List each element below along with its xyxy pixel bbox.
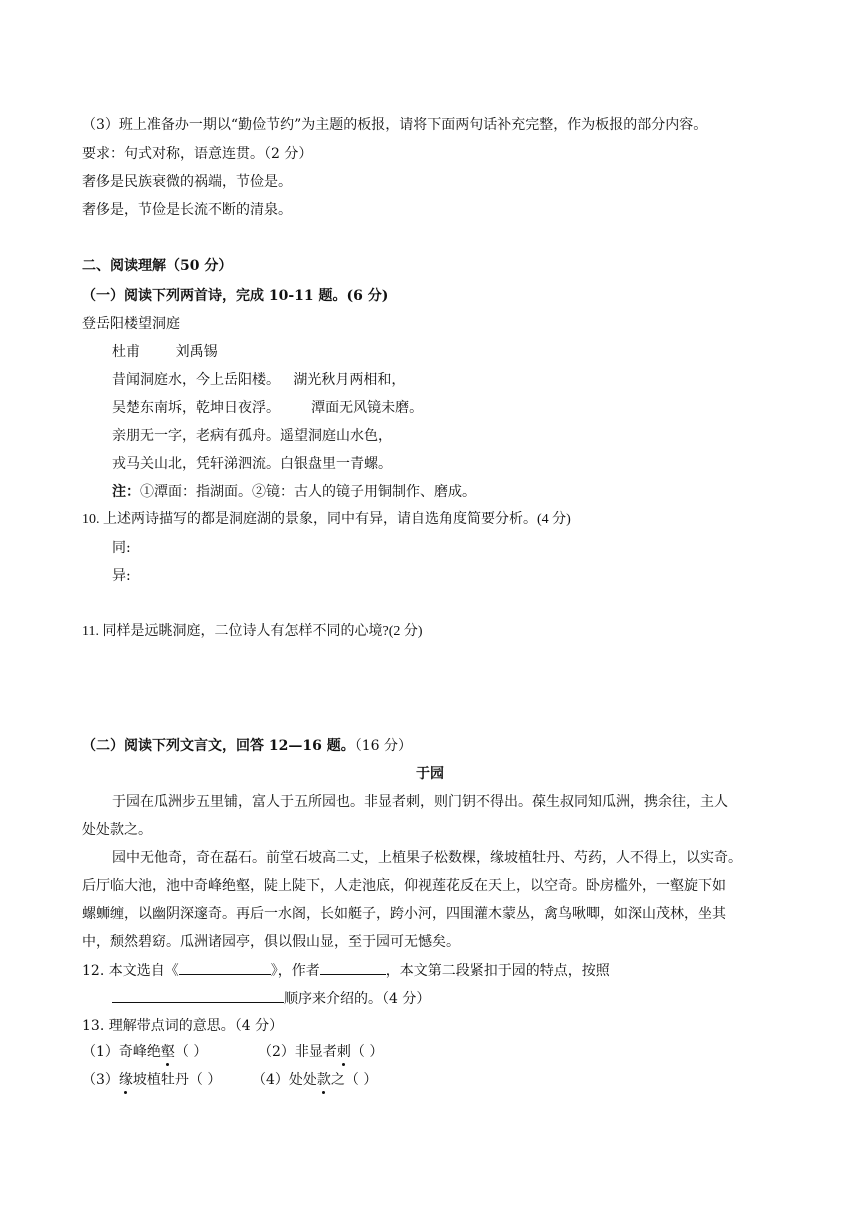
q13-item-3	[82, 1070, 221, 1090]
poem-line: 戎马关山北，凭轩涕泗流。白银盘里一青螺。	[112, 456, 392, 472]
passage-paragraph-line: 螺蛳缠，以幽阴深邃奇。再后一水阁，长如艇子，跨小河，四围灌木蒙丛，禽鸟啾唧，如深山茂林，坐其	[82, 906, 726, 922]
section-two-heading: 二、阅读理解（50 分）	[82, 258, 233, 274]
q12-part-d: 顺序来介绍的。（4 分）	[284, 991, 431, 1007]
q12-order-blank[interactable]	[112, 988, 284, 1003]
q13-item-text: （3）	[82, 1072, 119, 1088]
dotted-word: 款	[316, 1072, 331, 1088]
q13-item-blank[interactable]: （ ）	[174, 1044, 208, 1060]
q3-instruction: （3）班上准备办一期以“勤俭节约”为主题的板报，请将下面两句话补充完整，作为板报的部分内容。	[82, 117, 708, 133]
poem-line: 亲朋无一字，老病有孤舟。遥望洞庭山水色，	[112, 428, 392, 444]
question-13: 13. 理解带点词的意思。（4 分）	[82, 1018, 284, 1034]
q3-sentence-1: 奢侈是民族衰微的祸端，节俭是。	[82, 174, 292, 190]
dotted-word: 刺	[336, 1044, 351, 1060]
dotted-word: 缘	[118, 1072, 133, 1088]
q10-diff-label: 异:	[112, 568, 131, 584]
q10-same-label: 同:	[112, 540, 131, 556]
q12-part-c: ，本文第二段紧扣于园的特点，按照	[385, 963, 610, 979]
question-10: 10. 上述两诗描写的都是洞庭湖的景象，同中有异，请自选角度简要分析。(4 分)	[82, 512, 571, 527]
passage-paragraph-line: 中，颓然碧窈。瓜洲诸园亭，俱以假山显，至于园可无憾矣。	[82, 934, 460, 950]
note-label: 注：	[112, 484, 140, 500]
poem-note	[112, 482, 476, 502]
q13-item-text: （4）处处	[252, 1072, 317, 1088]
poem-line: 吴楚东南坼，乾坤日夜浮。 潭面无风镜未磨。	[112, 400, 424, 416]
q13-item-blank[interactable]: 之（ ）	[330, 1072, 378, 1088]
q12-source-blank[interactable]	[179, 960, 271, 975]
q13-item-1	[82, 1042, 207, 1062]
question-12-cont	[112, 988, 430, 1009]
part1-heading: （一）阅读下列两首诗，完成 10-11 题。(6 分)	[82, 288, 389, 304]
poem-line: 昔闻洞庭水，今上岳阳楼。 湖光秋月两相和，	[112, 372, 406, 388]
q13-item-text: （2）非显者	[258, 1044, 337, 1060]
q13-item-blank[interactable]: （ ）	[350, 1044, 384, 1060]
question-11: 11. 同样是远眺洞庭，二位诗人有怎样不同的心境?(2 分)	[82, 624, 423, 639]
poem-title: 登岳阳楼望洞庭	[82, 316, 180, 332]
q13-item-text: （1）奇峰绝	[82, 1044, 161, 1060]
dotted-word: 壑	[160, 1044, 175, 1060]
question-12	[82, 960, 610, 981]
q13-item-2	[258, 1042, 383, 1062]
part2-heading	[82, 736, 412, 756]
q13-item-blank[interactable]: 坡植牡丹（ ）	[132, 1072, 222, 1088]
passage-paragraph-line: 于园在瓜洲步五里铺，富人于五所园也。非显者刺，则门钥不得出。葆生叔同知瓜洲，携余往，主人	[112, 794, 728, 810]
q13-item-4	[252, 1070, 377, 1090]
part2-heading-text: （二）阅读下列文言文，回答 12—16 题。	[82, 738, 355, 754]
poem-authors: 杜甫 刘禹锡	[112, 344, 218, 360]
text-title: 于园	[416, 766, 444, 782]
q3-sentence-2: 奢侈是，节俭是长流不断的清泉。	[82, 202, 292, 218]
q12-part-a: 12. 本文选自《	[82, 963, 179, 979]
note-text: ①潭面：指湖面。②镜：古人的镜子用铜制作、磨成。	[140, 484, 476, 500]
passage-paragraph-line: 后厅临大池，池中奇峰绝壑，陡上陡下，人走池底，仰视莲花反在天上，以空奇。卧房槛外，一壑旋下如	[82, 878, 726, 894]
passage-paragraph-line: 处处款之。	[82, 822, 152, 838]
part2-heading-score: （16 分）	[354, 738, 412, 754]
q3-requirement: 要求：句式对称，语意连贯。（2 分）	[82, 146, 313, 162]
passage-paragraph-line: 园中无他奇，奇在磊石。前堂石坡高二丈，上植果子松数棵，缘坡植牡丹、芍药，人不得上，以实奇。	[112, 850, 742, 866]
q12-part-b: 》，作者	[270, 963, 320, 979]
q12-author-blank[interactable]	[320, 960, 386, 975]
